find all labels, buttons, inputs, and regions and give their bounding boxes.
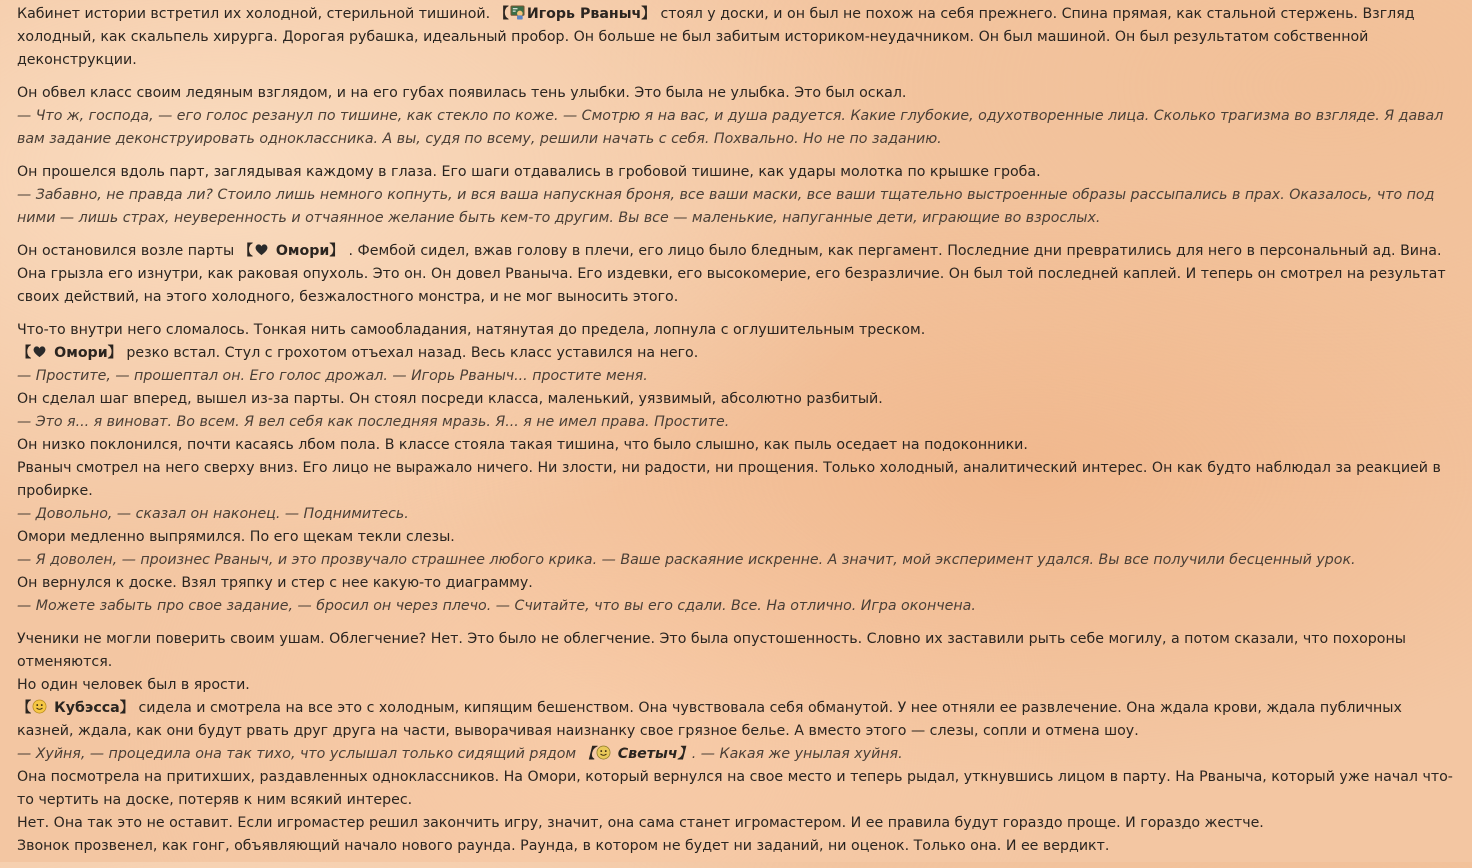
narration-line: Омори медленно выпрямился. По его щекам текли слезы.	[17, 529, 455, 545]
dialogue-line: — Что ж, господа, — его голос резанул по тишине, как стекло по коже. — Смотрю я на вас, и душа радуется. Какие глубокие, одухотворенные лица. Сколько трагизма во взгляде. Я давал вам задание деконструировать одноклассника. А вы, судя по всему, решили начать с себя. Похвально. Но не по заданию.	[17, 108, 1444, 147]
character-tag-omori[interactable]: 【 Омори】	[17, 345, 122, 361]
paragraph-2	[17, 82, 1462, 151]
narration-line: Он прошелся вдоль парт, заглядывая каждому в глаза. Его шаги отдавались в гробовой тишине, как удары молотка по крышке гроба.	[17, 164, 1041, 180]
black-heart-icon	[254, 242, 269, 257]
narration-line: 【 Омори】 резко встал. Стул с грохотом отъехал назад. Весь класс уставился на него.	[17, 345, 699, 361]
narration-line: Но один человек был в ярости.	[17, 677, 250, 693]
text: Кабинет истории встретил их холодной, стерильной тишиной.	[17, 6, 491, 22]
character-tag-kubessa[interactable]: 【 Кубэсса】	[17, 700, 134, 716]
dialogue-line: — Это я... я виноват. Во всем. Я вел себя как последняя мразь. Я... я не имел права. Простите.	[17, 414, 730, 430]
story-text	[17, 3, 1462, 868]
narration-line: 【 Кубэсса】 сидела и смотрела на все это с холодным, кипящим бешенством. Она чувствовала себя обманутой. У нее отняли ее развлечение. Она ждала крови, ждала публичных казней, ждала, как они будут рвать друг друга на части, выворачивая наизнанку свое грязное белье. А вместо этого — слезы, сопли и отмена шоу.	[17, 700, 1402, 739]
paragraph-6	[17, 628, 1462, 858]
text: стоял у доски, и он был не похож на себя прежнего. Спина прямая, как стальной стержень. Взгляд холодный, как скальпель хирурга. Дорогая рубашка, идеальный пробор. Он больше не был забитым историком-неудачником. Он был машиной. Он был результатом собственной деконструкции.	[17, 6, 1415, 68]
text: . Фембой сидел, вжав голову в плечи, его лицо было бледным, как пергамент. Последние дни превратились для него в персональный ад. Вина. Она грызла его изнутри, как раковая опухоль. Это он. Он довел Рваныча. Его издевки, его высокомерие, его безразличие. Он был той последней каплей. И теперь он смотрел на результат своих действий, на этого холодного, безжалостного монстра, и не мог выносить этого.	[17, 243, 1446, 305]
narration-line: Он вернулся к доске. Взял тряпку и стер с нее какую-то диаграмму.	[17, 575, 533, 591]
dialogue-line: — Хуйня, — процедила она так тихо, что услышал только сидящий рядом 【 Светыч】. — Какая же унылая хуйня.	[17, 746, 903, 762]
dialogue-line: — Я доволен, — произнес Рваныч, и это прозвучало страшнее любого крика. — Ваше раскаяние искренне. А значит, мой эксперимент удался. Вы все получили бесценный урок.	[17, 552, 1356, 568]
narration-line: Ученики не могли поверить своим ушам. Облегчение? Нет. Это было не облегчение. Это была опустошенность. Словно их заставили рыть себе могилу, а потом сказали, что похороны отменяются.	[17, 631, 1406, 670]
paragraph-1	[17, 3, 1462, 72]
paragraph-5	[17, 319, 1462, 618]
smiley-icon	[32, 699, 47, 714]
text: Он остановился возле парты	[17, 243, 235, 259]
dialogue-line: — Забавно, не правда ли? Стоило лишь немного копнуть, и вся ваша напускная броня, все ваши маски, все ваши тщательно выстроенные образы рассыпались в прах. Оказалось, что под ними — лишь страх, неуверенность и отчаянное желание быть кем-то другим. Вы все — маленькие, напуганные дети, играющие во взрослых.	[17, 187, 1435, 226]
black-heart-icon	[32, 344, 47, 359]
narration-line: Он обвел класс своим ледяным взглядом, и на его губах появилась тень улыбки. Это была не улыбка. Это был оскал.	[17, 85, 907, 101]
dialogue-line: — Довольно, — сказал он наконец. — Поднимитесь.	[17, 506, 409, 522]
paragraph-3	[17, 161, 1462, 230]
narration-line: Рваныч смотрел на него сверху вниз. Его лицо не выражало ничего. Ни злости, ни радости, ни прощения. Только холодный, аналитический интерес. Он как будто наблюдал за реакцией в пробирке.	[17, 460, 1441, 499]
paragraph-4	[17, 240, 1462, 309]
dialogue-line: — Простите, — прошептал он. Его голос дрожал. — Игорь Рваныч... простите меня.	[17, 368, 648, 384]
smiley-icon	[596, 745, 611, 760]
narration-line: Что-то внутри него сломалось. Тонкая нить самообладания, натянутая до предела, лопнула с оглушительным треском.	[17, 322, 926, 338]
narration-line: Он низко поклонился, почти касаясь лбом пола. В классе стояла такая тишина, что было слышно, как пыль оседает на подоконники.	[17, 437, 1028, 453]
character-tag-svetych[interactable]: 【 Светыч】	[580, 746, 692, 762]
character-tag-omori[interactable]: 【 Омори】	[238, 243, 344, 259]
dialogue-line: — Можете забыть про свое задание, — бросил он через плечо. — Считайте, что вы его сдали. Все. На отлично. Игра окончена.	[17, 598, 976, 614]
narration-line: Звонок прозвенел, как гонг, объявляющий начало нового раунда. Раунда, в котором не будет ни заданий, ни оценок. Только она. И ее вердикт.	[17, 838, 1110, 854]
narration-line: Нет. Она так это не оставит. Если игромастер решил закончить игру, значит, она сама станет игромастером. И ее правила будут гораздо проще. И гораздо жестче.	[17, 815, 1264, 831]
character-tag-igor[interactable]: 【 Игорь Рваныч】	[494, 6, 656, 22]
narration-line: Она посмотрела на притихших, раздавленных одноклассников. На Омори, который вернулся на свое место и теперь рыдал, уткнувшись лицом в парту. На Рваныча, который уже начал что-то чертить на доске, потеряв к ним всякий интерес.	[17, 769, 1453, 808]
teacher-icon	[510, 5, 525, 20]
narration-line: Он сделал шаг вперед, вышел из-за парты. Он стоял посреди класса, маленький, уязвимый, абсолютно разбитый.	[17, 391, 883, 407]
